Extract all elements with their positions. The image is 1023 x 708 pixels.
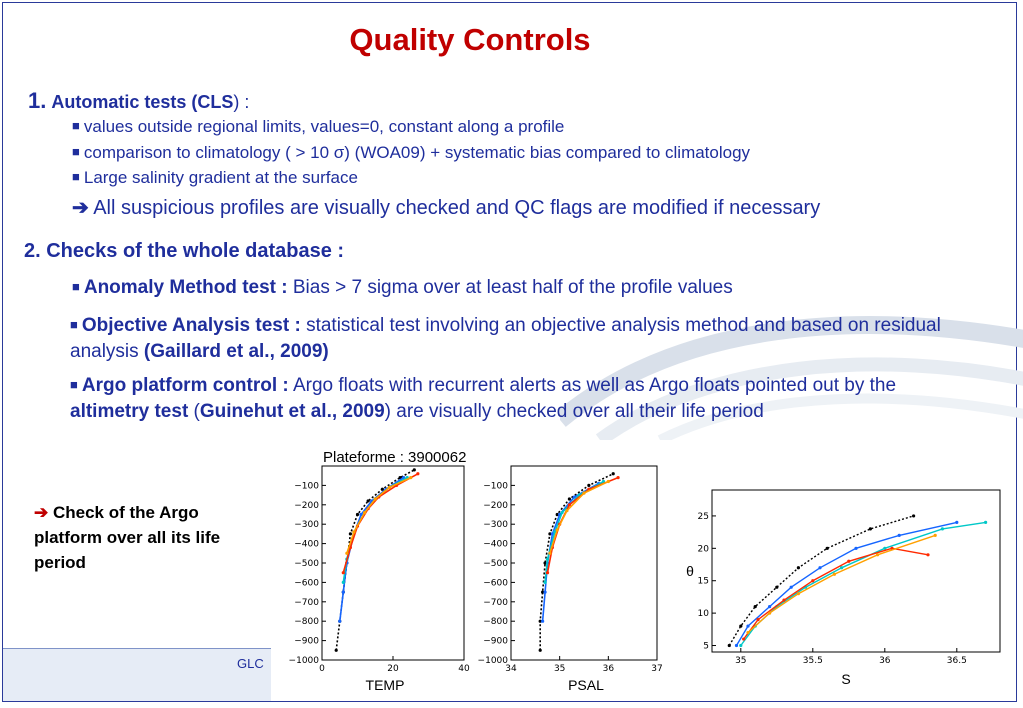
- data-point: [739, 644, 742, 647]
- slide-title: Quality Controls: [349, 22, 591, 57]
- section1-heading: [28, 88, 249, 114]
- data-point: [612, 472, 615, 475]
- x-axis-label: S: [841, 671, 851, 687]
- x-axis-label: PSAL: [568, 677, 604, 692]
- data-point: [840, 566, 843, 569]
- data-point: [739, 624, 742, 627]
- data-point: [912, 514, 915, 517]
- y-tick-label: −700: [294, 597, 319, 608]
- y-tick-label: −600: [294, 578, 319, 589]
- x-tick-label: 36: [879, 656, 891, 666]
- data-point: [735, 644, 738, 647]
- data-point: [342, 571, 345, 574]
- anomaly-text: Bias > 7 sigma over at least half of the profile values: [287, 277, 733, 298]
- anomaly-label: Anomaly Method test :: [83, 277, 288, 298]
- data-point: [616, 476, 619, 479]
- data-point: [847, 560, 850, 563]
- argo-text-a: Argo floats with recurrent alerts as well as Argo floats pointed out by the: [288, 375, 897, 396]
- conclusion-text: All suspicious profiles are visually checked and QC flags are modified if necessary: [93, 197, 821, 219]
- data-point: [768, 605, 771, 608]
- data-point: [543, 591, 546, 594]
- y-tick-label: −100: [294, 481, 319, 492]
- bullet-1-text: values outside regional limits, values=0, constant along a profile: [83, 117, 565, 136]
- data-point: [338, 620, 341, 623]
- data-point: [556, 528, 559, 531]
- data-point: [984, 521, 987, 524]
- data-point: [363, 511, 366, 514]
- data-point: [546, 558, 549, 561]
- y-tick-label: −400: [483, 539, 508, 550]
- bullet-square-icon: ■: [72, 169, 80, 184]
- data-point: [869, 527, 872, 530]
- y-tick-label: −500: [483, 559, 508, 569]
- data-point: [926, 553, 929, 556]
- plot-area: [322, 466, 464, 660]
- psal-chart: [465, 462, 665, 692]
- data-point: [754, 605, 757, 608]
- y-tick-label: −600: [483, 578, 508, 589]
- data-point: [374, 497, 377, 500]
- x-tick-label: 35: [735, 656, 747, 666]
- y-axis-label: θ: [686, 563, 694, 579]
- data-point: [342, 591, 345, 594]
- x-axis-label: TEMP: [365, 677, 405, 692]
- temp-chart: [270, 462, 480, 692]
- plot-area: [511, 466, 657, 660]
- x-tick-label: 36: [602, 664, 615, 674]
- data-point: [607, 480, 610, 483]
- data-point: [416, 472, 419, 475]
- y-tick-label: −300: [483, 520, 508, 531]
- footer-label: GLC: [237, 656, 264, 671]
- data-point: [568, 497, 571, 500]
- data-point: [409, 476, 412, 479]
- argo-text-c: ) are visually checked over all their life period: [384, 401, 764, 422]
- plot-title: Plateforme : 3900062: [323, 449, 467, 466]
- objective-text: statistical test involving an objective analysis method and based on residual analysis: [70, 315, 941, 362]
- data-point: [826, 547, 829, 550]
- data-point: [388, 486, 391, 489]
- data-point: [941, 527, 944, 530]
- data-point: [356, 513, 359, 516]
- data-point: [756, 618, 759, 621]
- data-point: [768, 612, 771, 615]
- data-point: [782, 599, 785, 602]
- section1-number: 1.: [28, 88, 47, 113]
- section2-heading: 2. Checks of the whole database :: [24, 240, 345, 262]
- data-point: [335, 649, 338, 652]
- data-point: [548, 552, 551, 555]
- conclusion-line: [72, 195, 820, 220]
- data-point: [742, 637, 745, 640]
- argo-label: Argo platform control :: [81, 375, 289, 396]
- right-arrow-icon: ➔: [34, 503, 49, 522]
- data-point: [345, 552, 348, 555]
- bullet-2: [72, 143, 750, 163]
- y-tick-label: −300: [294, 520, 319, 531]
- side-note: [34, 500, 259, 575]
- data-point: [833, 573, 836, 576]
- data-point: [541, 620, 544, 623]
- x-tick-label: 20: [387, 664, 399, 674]
- section1-title: Automatic tests (CLS: [51, 92, 234, 112]
- data-point: [934, 534, 937, 537]
- x-tick-label: 35.5: [802, 656, 823, 666]
- data-point: [342, 581, 345, 584]
- y-tick-label: −1000: [288, 656, 319, 666]
- data-point: [898, 534, 901, 537]
- y-tick-label: 15: [697, 576, 709, 587]
- side-note-text: Check of the Argo platform over all its life period: [34, 503, 221, 572]
- x-tick-label: 0: [319, 664, 325, 674]
- data-point: [790, 586, 793, 589]
- x-tick-label: 36.5: [946, 656, 967, 666]
- bullet-3: [72, 168, 358, 188]
- right-arrow-icon: ➔: [72, 197, 89, 219]
- bullet-1: [72, 117, 564, 137]
- bullet-square-icon: ■: [72, 279, 80, 294]
- x-tick-label: 35: [553, 664, 566, 674]
- x-tick-label: 34: [505, 664, 517, 674]
- y-tick-label: −800: [294, 617, 319, 628]
- data-point: [876, 553, 879, 556]
- data-point: [565, 509, 568, 512]
- data-point: [539, 649, 542, 652]
- y-tick-label: −900: [294, 636, 319, 647]
- y-tick-label: −200: [483, 500, 508, 511]
- y-tick-label: −100: [483, 481, 508, 492]
- objective-label: Objective Analysis test :: [81, 315, 301, 336]
- y-tick-label: 10: [697, 609, 709, 620]
- objective-ref: (Gaillard et al., 2009): [143, 341, 329, 362]
- data-point: [818, 566, 821, 569]
- data-point: [543, 581, 546, 584]
- data-point: [728, 644, 731, 647]
- y-tick-label: −500: [294, 559, 319, 569]
- altimetry-test: altimetry test: [70, 401, 189, 422]
- data-point: [413, 468, 416, 471]
- y-tick-label: −400: [294, 539, 319, 550]
- data-point: [546, 571, 549, 574]
- data-point: [775, 586, 778, 589]
- y-tick-label: −200: [294, 500, 319, 511]
- y-tick-label: −800: [483, 617, 508, 628]
- data-point: [854, 547, 857, 550]
- y-tick-label: −1000: [477, 656, 508, 666]
- data-point: [797, 592, 800, 595]
- plot-area: [712, 490, 1000, 652]
- argo-ref: Guinehut et al., 2009: [199, 401, 385, 422]
- data-point: [349, 532, 352, 535]
- bullet-square-icon: ■: [72, 144, 80, 159]
- y-tick-label: −900: [483, 636, 508, 647]
- y-tick-label: 5: [703, 641, 709, 652]
- data-point: [582, 492, 585, 495]
- data-point: [587, 484, 590, 487]
- objective-item: [70, 312, 950, 365]
- anomaly-item: [72, 277, 733, 299]
- data-point: [746, 631, 749, 634]
- bullet-square-icon: ■: [70, 377, 78, 392]
- data-point: [797, 566, 800, 569]
- data-point: [352, 530, 355, 533]
- y-tick-label: 25: [697, 511, 709, 522]
- x-tick-label: 40: [458, 664, 470, 674]
- data-point: [746, 624, 749, 627]
- bullet-square-icon: ■: [70, 317, 78, 332]
- footer-band: [3, 648, 271, 701]
- data-point: [561, 511, 564, 514]
- data-point: [811, 579, 814, 582]
- ts-diagram: [682, 488, 1012, 693]
- x-tick-label: 37: [651, 664, 663, 674]
- argo-item: [70, 372, 960, 425]
- bullet-3-text: Large salinity gradient at the surface: [83, 168, 358, 187]
- data-point: [955, 521, 958, 524]
- y-tick-label: −700: [483, 597, 508, 608]
- bullet-square-icon: ■: [72, 118, 80, 133]
- argo-text-b: (: [188, 401, 200, 422]
- section1-title-tail: ) :: [233, 92, 250, 112]
- bullet-2-text: comparison to climatology ( > 10 σ) (WOA09) + systematic bias compared to climatology: [83, 143, 751, 162]
- y-tick-label: 20: [697, 544, 709, 555]
- data-point: [367, 499, 370, 502]
